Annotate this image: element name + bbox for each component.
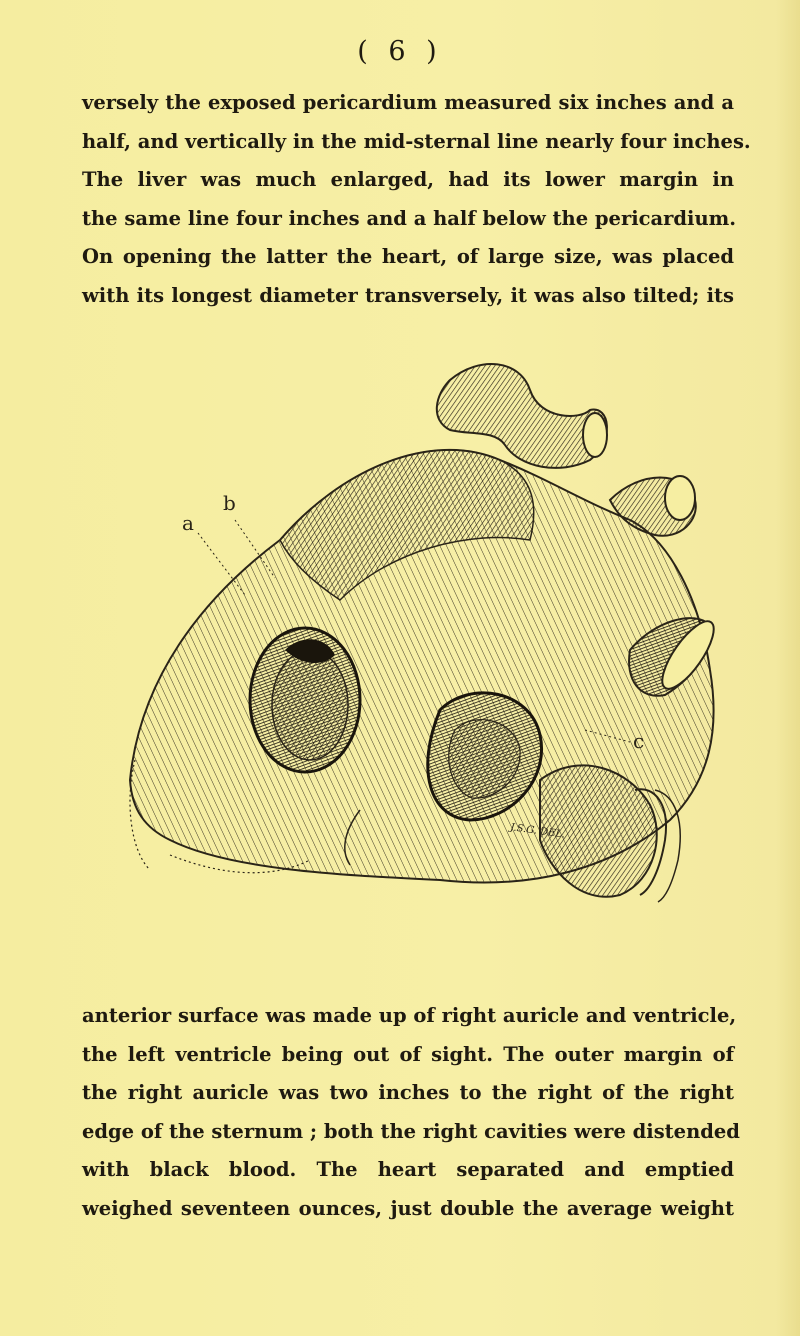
paragraph-bottom [82,997,740,1228]
text-line: The liver was much enlarged, had its lower margin in [82,168,734,191]
text-line: versely the exposed pericardium measured six inches and a [82,91,734,114]
paragraph-top [82,84,751,315]
label-b: b [223,491,236,515]
text-line: weighed seventeen ounces, just double the average weight [82,1196,734,1220]
text-line: the same line four inches and a half below the pericardium. [82,206,737,230]
heart-illustration [110,350,730,910]
text-line: the right auricle was two inches to the right of the right [82,1081,734,1104]
label-a: a [182,511,194,535]
text-line: On opening the latter the heart, of large size, was placed [82,245,734,268]
text-line: anterior surface was made up of right auricle and ventricle, [82,1004,737,1027]
text-line: edge of the sternum ; both the right cavities were distended [82,1119,740,1143]
text-line: half, and vertically in the mid-sternal line nearly four inches. [82,129,751,153]
label-c: c [633,729,645,753]
text-line: with its longest diameter transversely, it was also tilted; its [82,283,734,307]
page-number: ( 6 ) [357,36,443,67]
text-line: the left ventricle being out of sight. The outer margin of [82,1042,734,1066]
text-line: with black blood. The heart separated and emptied [82,1158,734,1181]
engraver-signature: J.S.G. DEL. [509,822,566,841]
